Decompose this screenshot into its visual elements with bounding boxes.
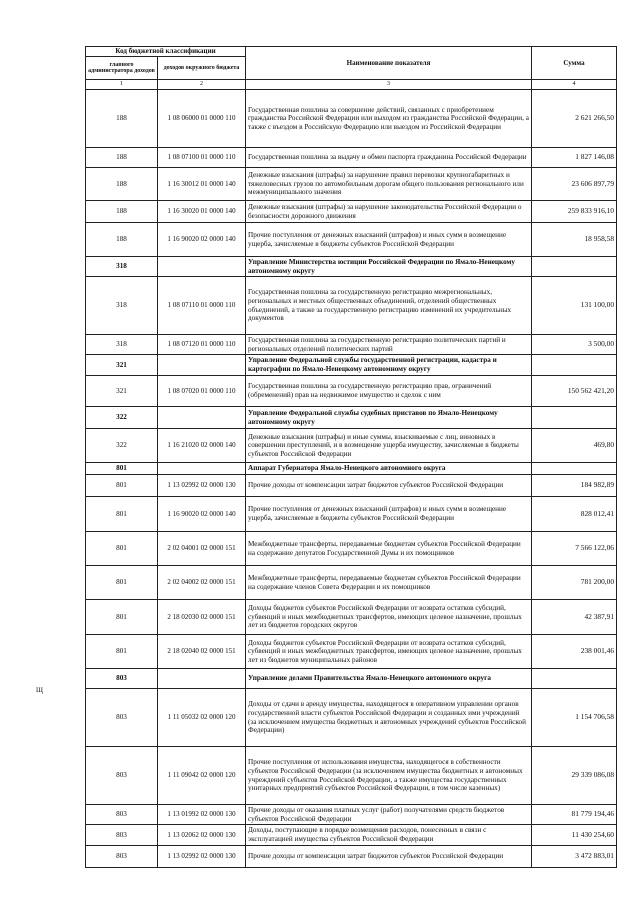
header-budget-classification: Код бюджетной классификации [86,47,246,57]
sum-cell [532,463,617,475]
revenue-code-cell: 1 08 06000 01 0000 110 [158,90,246,148]
admin-code-cell: 803 [86,747,158,805]
table-row [86,277,617,335]
section-row [86,355,617,376]
table-row [86,497,617,532]
table-row [86,566,617,600]
sum-cell: 781 200,00 [532,566,617,600]
revenue-code-cell: 1 13 01992 02 0000 130 [158,805,246,825]
indicator-name-cell: Прочие поступления от использования имущества, находящегося в собственности субъектов Российской Федерации (за исключением имущества бюджетных и автономных учреждений субъектов Российской Федерации, а также имущества государственных унитарных предприятий субъектов Российской Федерации, в том числе казенных) [246,747,532,805]
revenue-code-cell [158,407,246,429]
indicator-name-cell: Прочие поступления от денежных взысканий (штрафов) и иных сумм в возмещение ущерба, зачисляемые в бюджеты субъектов Российской Федерации [246,223,532,257]
section-row [86,463,617,475]
indicator-name-cell: Аппарат Губернатора Ямало-Ненецкого автономного округа [246,463,532,475]
admin-code-cell: 803 [86,846,158,868]
indicator-name-cell: Доходы от сдачи в аренду имущества, находящегося в оперативном управлении органов государственной власти субъектов Российской Федерации и созданных ими учреждений (за исключением имущества бюджетных и автономных учреждений субъектов Российской Федерации) [246,689,532,747]
sum-cell: 3 472 883,01 [532,846,617,868]
admin-code-cell: 318 [86,257,158,277]
revenue-code-cell: 1 13 02992 02 0000 130 [158,846,246,868]
admin-code-cell: 188 [86,201,158,223]
indicator-name-cell: Государственная пошлина за государственную регистрацию политических партий и региональных отделений политических партий [246,335,532,355]
admin-code-cell: 803 [86,825,158,846]
table-row [86,429,617,463]
admin-code-cell: 322 [86,407,158,429]
admin-code-cell: 188 [86,168,158,201]
indicator-name-cell: Прочие поступления от денежных взысканий (штрафов) и иных сумм в возмещение ущерба, зачисляемые в бюджеты субъектов Российской Федерации [246,497,532,532]
admin-code-cell: 188 [86,90,158,148]
table-row [86,201,617,223]
sum-cell: 42 387,91 [532,600,617,635]
sum-cell: 150 562 421,20 [532,376,617,407]
indicator-name-cell: Государственная пошлина за выдачу и обмен паспорта гражданина Российской Федерации [246,148,532,168]
revenue-code-cell: 1 11 09042 02 0000 120 [158,747,246,805]
admin-code-cell: 318 [86,335,158,355]
header-indicator-name: Наименование показателя [246,47,532,80]
sum-cell [532,669,617,689]
admin-code-cell: 803 [86,689,158,747]
indicator-name-cell: Доходы, поступающие в порядке возмещения расходов, понесенных в связи с эксплуатацией имущества субъектов Российской Федерации [246,825,532,846]
revenue-code-cell: 1 08 07120 01 0000 110 [158,335,246,355]
header-col-number-1: 1 [86,80,158,90]
indicator-name-cell: Управление Федеральной службы судебных приставов по Ямало-Ненецкому автономному округу [246,407,532,429]
admin-code-cell: 803 [86,805,158,825]
sum-cell: 2 621 266,50 [532,90,617,148]
sum-cell: 18 958,58 [532,223,617,257]
sum-cell: 259 833 916,10 [532,201,617,223]
admin-code-cell: 803 [86,669,158,689]
admin-code-cell: 801 [86,600,158,635]
revenue-code-cell: 2 18 02040 02 0000 151 [158,635,246,669]
revenue-code-cell: 1 16 30020 01 0000 140 [158,201,246,223]
revenue-code-cell: 2 18 02030 02 0000 151 [158,600,246,635]
revenue-code-cell: 2 02 04002 02 0000 151 [158,566,246,600]
indicator-name-cell: Государственная пошлина за государственную регистрацию прав, ограничений (обременений) прав на недвижимое имущество и сделок с ним [246,376,532,407]
sum-cell: 184 982,89 [532,475,617,497]
header-sum: Сумма [532,47,617,80]
margin-mark: щ [36,684,43,694]
revenue-code-cell: 1 16 30012 01 0000 140 [158,168,246,201]
indicator-name-cell: Межбюджетные трансферты, передаваемые бюджетам субъектов Российской Федерации на содержание депутатов Государственной Думы и их помощников [246,532,532,566]
table-row [86,635,617,669]
indicator-name-cell: Управление делами Правительства Ямало-Ненецкого автономного округа [246,669,532,689]
indicator-name-cell: Доходы бюджетов субъектов Российской Федерации от возврата остатков субсидий, субвенций и иных межбюджетных трансфертов, имеющих целевое назначение, прошлых лет из бюджетов городских округов [246,600,532,635]
table-row [86,532,617,566]
table-row [86,805,617,825]
sum-cell: 828 012,41 [532,497,617,532]
sum-cell: 131 100,00 [532,277,617,335]
table-row [86,600,617,635]
sum-cell [532,257,617,277]
sum-cell: 1 154 706,58 [532,689,617,747]
indicator-name-cell: Государственная пошлина за государственную регистрацию межрегиональных, региональных и местных общественных объединений, отделений общественных объединений, а также за государственную регистрацию изменений их учредительных документов [246,277,532,335]
admin-code-cell: 318 [86,277,158,335]
header-col-number-3: 3 [246,80,532,90]
indicator-name-cell: Управление Федеральной службы государственной регистрации, кадастра и картографии по Ямало-Ненецкому автономному округу [246,355,532,376]
revenue-code-cell [158,463,246,475]
indicator-name-cell: Денежные взыскания (штрафы) за нарушение правил перевозки крупногабаритных и тяжеловесных грузов по автомобильным дорогам общего пользования регионального или межмуниципального значения [246,168,532,201]
admin-code-cell: 801 [86,475,158,497]
sum-cell: 1 827 146,08 [532,148,617,168]
revenue-code-cell: 1 08 07110 01 0000 110 [158,277,246,335]
indicator-name-cell: Доходы бюджетов субъектов Российской Федерации от возврата остатков субсидий, субвенций и иных межбюджетных трансфертов, имеющих целевое назначение, прошлых лет из бюджетов муниципальных районов [246,635,532,669]
indicator-name-cell: Прочие доходы от компенсации затрат бюджетов субъектов Российской Федерации [246,846,532,868]
indicator-name-cell: Денежные взыскания (штрафы) за нарушение законодательства Российской Федерации о безопасности дорожного движения [246,201,532,223]
revenue-code-cell: 1 16 90020 02 0000 140 [158,497,246,532]
revenue-code-cell: 1 16 21020 02 0000 140 [158,429,246,463]
revenue-code-cell [158,669,246,689]
table-row [86,747,617,805]
sum-cell: 11 430 254,60 [532,825,617,846]
table-row [86,148,617,168]
admin-code-cell: 321 [86,376,158,407]
admin-code-cell: 321 [86,355,158,376]
sum-cell [532,407,617,429]
table-row [86,223,617,257]
sum-cell: 29 339 086,08 [532,747,617,805]
table-row [86,825,617,846]
section-row [86,669,617,689]
table-row [86,90,617,148]
revenue-table [85,46,617,868]
header-col-number-2: 2 [158,80,246,90]
revenue-code-cell [158,355,246,376]
table-row [86,376,617,407]
sum-cell [532,355,617,376]
indicator-name-cell: Прочие доходы от оказания платных услуг (работ) получателями средств бюджетов субъектов Российской Федерации [246,805,532,825]
admin-code-cell: 801 [86,497,158,532]
revenue-code-cell: 1 08 07100 01 0000 110 [158,148,246,168]
admin-code-cell: 188 [86,148,158,168]
table-body [86,90,617,868]
revenue-code-cell: 1 16 90020 02 0000 140 [158,223,246,257]
admin-code-cell: 801 [86,635,158,669]
revenue-code-cell: 1 11 05032 02 0000 120 [158,689,246,747]
sum-cell: 81 779 194,46 [532,805,617,825]
section-row [86,407,617,429]
table-row [86,846,617,868]
revenue-code-cell [158,257,246,277]
revenue-code-cell: 1 08 07020 01 0000 110 [158,376,246,407]
sum-cell: 7 566 122,06 [532,532,617,566]
header-main-administrator: главного администратора доходов [86,57,158,80]
table-row [86,475,617,497]
section-row [86,257,617,277]
sum-cell: 238 001,46 [532,635,617,669]
admin-code-cell: 801 [86,463,158,475]
admin-code-cell: 801 [86,566,158,600]
indicator-name-cell: Государственная пошлина за совершение действий, связанных с приобретением гражданства Российской Федерации или выходом из гражданства Российской Федерации, а также с въездом в Российскую Федерацию или выездом из Российской Федерации [246,90,532,148]
indicator-name-cell: Управление Министерства юстиции Российской Федерации по Ямало-Ненецкому автономному округу [246,257,532,277]
header-col-number-4: 4 [532,80,617,90]
table-row [86,335,617,355]
indicator-name-cell: Межбюджетные трансферты, передаваемые бюджетам субъектов Российской Федерации на содержание членов Совета Федерации и их помощников [246,566,532,600]
revenue-code-cell: 2 02 04001 02 0000 151 [158,532,246,566]
admin-code-cell: 801 [86,532,158,566]
header-revenue-code: доходов окружного бюджета [158,57,246,80]
table-row [86,168,617,201]
revenue-code-cell: 1 13 02062 02 0000 130 [158,825,246,846]
sum-cell: 23 606 897,79 [532,168,617,201]
sum-cell: 3 500,00 [532,335,617,355]
indicator-name-cell: Денежные взыскания (штрафы) и иные суммы, взыскиваемые с лиц, виновных в совершении преступлений, и в возмещение ущерба имуществу, зачисляемые в бюджеты субъектов Российской Федерации [246,429,532,463]
admin-code-cell: 188 [86,223,158,257]
table-row [86,689,617,747]
admin-code-cell: 322 [86,429,158,463]
sum-cell: 469,80 [532,429,617,463]
indicator-name-cell: Прочие доходы от компенсации затрат бюджетов субъектов Российской Федерации [246,475,532,497]
revenue-code-cell: 1 13 02992 02 0000 130 [158,475,246,497]
